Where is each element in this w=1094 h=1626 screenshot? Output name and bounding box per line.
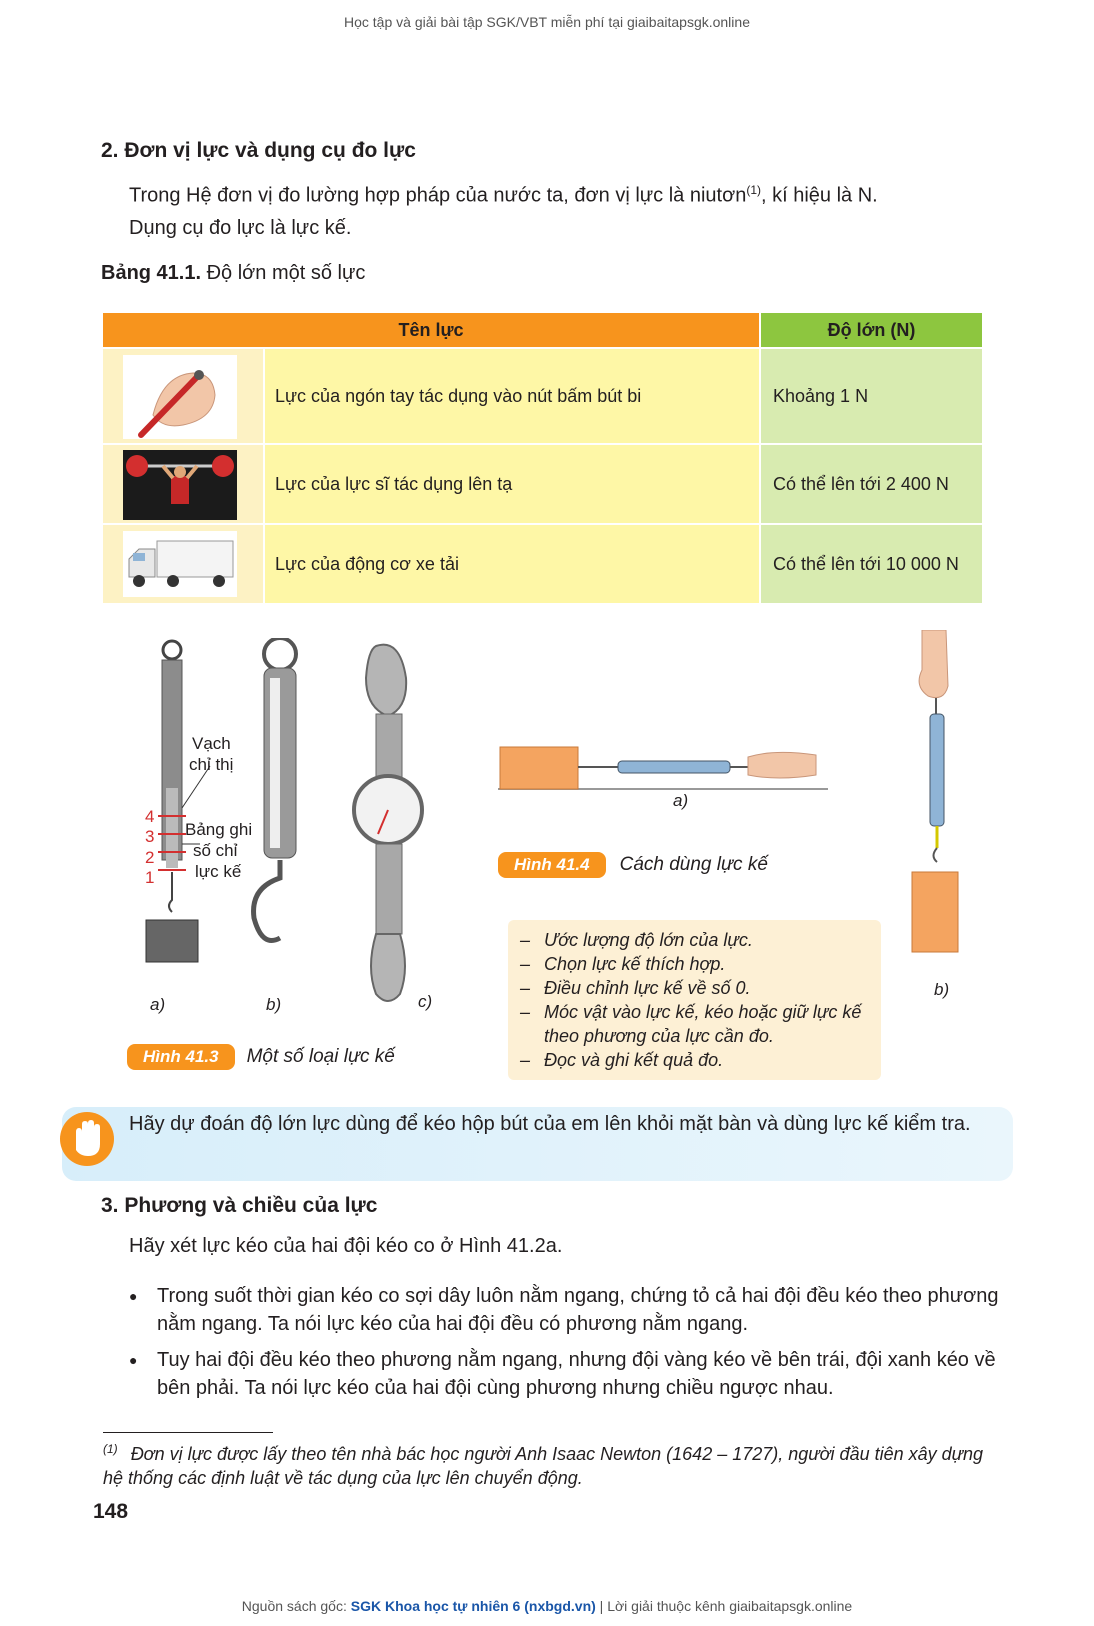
truck-image — [123, 531, 237, 597]
label-bang-ghi: Bảng ghi — [185, 820, 253, 839]
page-number: 148 — [93, 1500, 129, 1523]
fig413-badge: Hình 41.3 — [127, 1044, 235, 1070]
label-so-chi: số chỉ — [193, 841, 238, 860]
vertical-hang-illustration — [900, 630, 980, 970]
table-cell-name: Lực của ngón tay tác dụng vào nút bấm bút bi — [265, 349, 759, 443]
label-vach: Vạch — [192, 734, 231, 753]
table-caption — [101, 262, 365, 285]
section-3-intro: Hãy xét lực kéo của hai đội kéo co ở Hình 41.2a. — [129, 1235, 563, 1257]
footnote-ref: (1) — [746, 183, 761, 197]
section-3-title: 3. Phương và chiều của lực — [101, 1194, 378, 1217]
footer-suffix: | Lời giải thuộc kênh giaibaitapsgk.online — [595, 1598, 853, 1614]
scale-mark: 3 — [145, 827, 155, 846]
table-row — [103, 349, 982, 443]
table-cell-image — [103, 525, 263, 603]
force-table — [103, 313, 982, 603]
table-caption-text: Độ lớn một số lực — [201, 262, 366, 284]
bullet-item: ● Tuy hai đội đều kéo theo phương nằm ngang, nhưng đội vàng kéo về bên trái, đội xanh kéo về bên phải. Ta nói lực kéo của hai đội cùng phương nhưng chiều ngược nhau. — [125, 1346, 1005, 1402]
para1-text-a: Trong Hệ đơn vị đo lường hợp pháp của nước ta, đơn vị lực là niutơn — [129, 184, 747, 207]
fig414-badge: Hình 41.4 — [498, 852, 606, 878]
fig414-label-b: b) — [934, 980, 950, 999]
hand-icon — [58, 1110, 116, 1168]
table-cell-value: Khoảng 1 N — [761, 349, 982, 443]
table-row — [103, 445, 982, 523]
label-chi-thi: chỉ thị — [189, 755, 234, 774]
table-cell-value: Có thể lên tới 10 000 N — [761, 525, 982, 603]
para1-text-b: , kí hiệu là N. — [761, 184, 878, 207]
table-caption-label: Bảng 41.1. — [101, 262, 202, 284]
table-cell-name: Lực của động cơ xe tải — [265, 525, 759, 603]
footer-source-link[interactable]: SGK Khoa học tự nhiên 6 (nxbgd.vn) — [350, 1598, 596, 1614]
table-cell-name: Lực của lực sĩ tác dụng lên tạ — [265, 445, 759, 523]
scale-mark: 4 — [145, 807, 155, 826]
table-row — [103, 525, 982, 603]
fig413-caption-text: Một số loại lực kế — [246, 1046, 395, 1067]
footnote-text: Đơn vị lực được lấy theo tên nhà bác học người Anh Isaac Newton (1642 – 1727), người đầu tiên xây dựng hệ thống các định luật về tác dụng của lực lên chuyển động. — [103, 1444, 984, 1488]
force-meters-illustration — [130, 638, 460, 1038]
table-cell-value: Có thể lên tới 2 400 N — [761, 445, 982, 523]
measuring-steps-box — [508, 920, 881, 1080]
table-cell-image — [103, 349, 263, 443]
scale-mark: 2 — [145, 848, 155, 867]
fig413-label-a: a) — [150, 995, 166, 1014]
section-3-bullets — [125, 1282, 1005, 1410]
fig413-caption — [127, 1044, 395, 1070]
task-text: Hãy dự đoán độ lớn lực dùng để kéo hộp bút của em lên khỏi mặt bàn và dùng lực kế kiểm tra. — [129, 1113, 971, 1135]
step-item: – Ước lượng độ lớn của lực. — [520, 928, 881, 952]
top-banner: Học tập và giải bài tập SGK/VBT miễn phí tại giaibaitapsgk.online — [344, 14, 750, 30]
footer-prefix: Nguồn sách gốc: — [241, 1598, 351, 1614]
bottom-banner — [0, 1598, 1094, 1614]
footnote — [103, 1437, 1003, 1490]
section-2-paragraph-2: Dụng cụ đo lực là lực kế. — [129, 217, 352, 239]
table-cell-image — [103, 445, 263, 523]
col-header-value: Độ lớn (N) — [761, 313, 982, 347]
fig413-label-c: c) — [418, 992, 433, 1011]
horizontal-pull-illustration — [498, 735, 828, 795]
fig414-label-a: a) — [673, 791, 689, 810]
section-2-paragraph-1 — [129, 176, 1009, 210]
step-item: – Đọc và ghi kết quả đo. — [520, 1048, 881, 1072]
section-2-title: 2. Đơn vị lực và dụng cụ đo lực — [101, 139, 416, 162]
col-header-name: Tên lực — [103, 313, 759, 347]
fig414-caption-text: Cách dùng lực kế — [619, 854, 768, 875]
scale-mark: 1 — [145, 868, 155, 887]
label-luc-ke: lực kế — [195, 862, 242, 881]
fig413-label-b: b) — [266, 995, 282, 1014]
fig414-caption — [498, 852, 768, 878]
step-item: – Điều chỉnh lực kế về số 0. — [520, 976, 881, 1000]
weightlifter-image — [123, 450, 237, 520]
footnote-mark: (1) — [103, 1442, 118, 1456]
step-item: – Móc vật vào lực kế, kéo hoặc giữ lực kế theo phương của lực cần đo. — [520, 1000, 881, 1048]
finger-pen-image — [123, 355, 237, 439]
step-item: – Chọn lực kế thích hợp. — [520, 952, 881, 976]
bullet-item: ● Trong suốt thời gian kéo co sợi dây luôn nằm ngang, chứng tỏ cả hai đội đều kéo theo phương nằm ngang. Ta nói lực kéo của hai đội đều có phương nằm ngang. — [125, 1282, 1005, 1338]
footnote-divider — [103, 1432, 273, 1433]
